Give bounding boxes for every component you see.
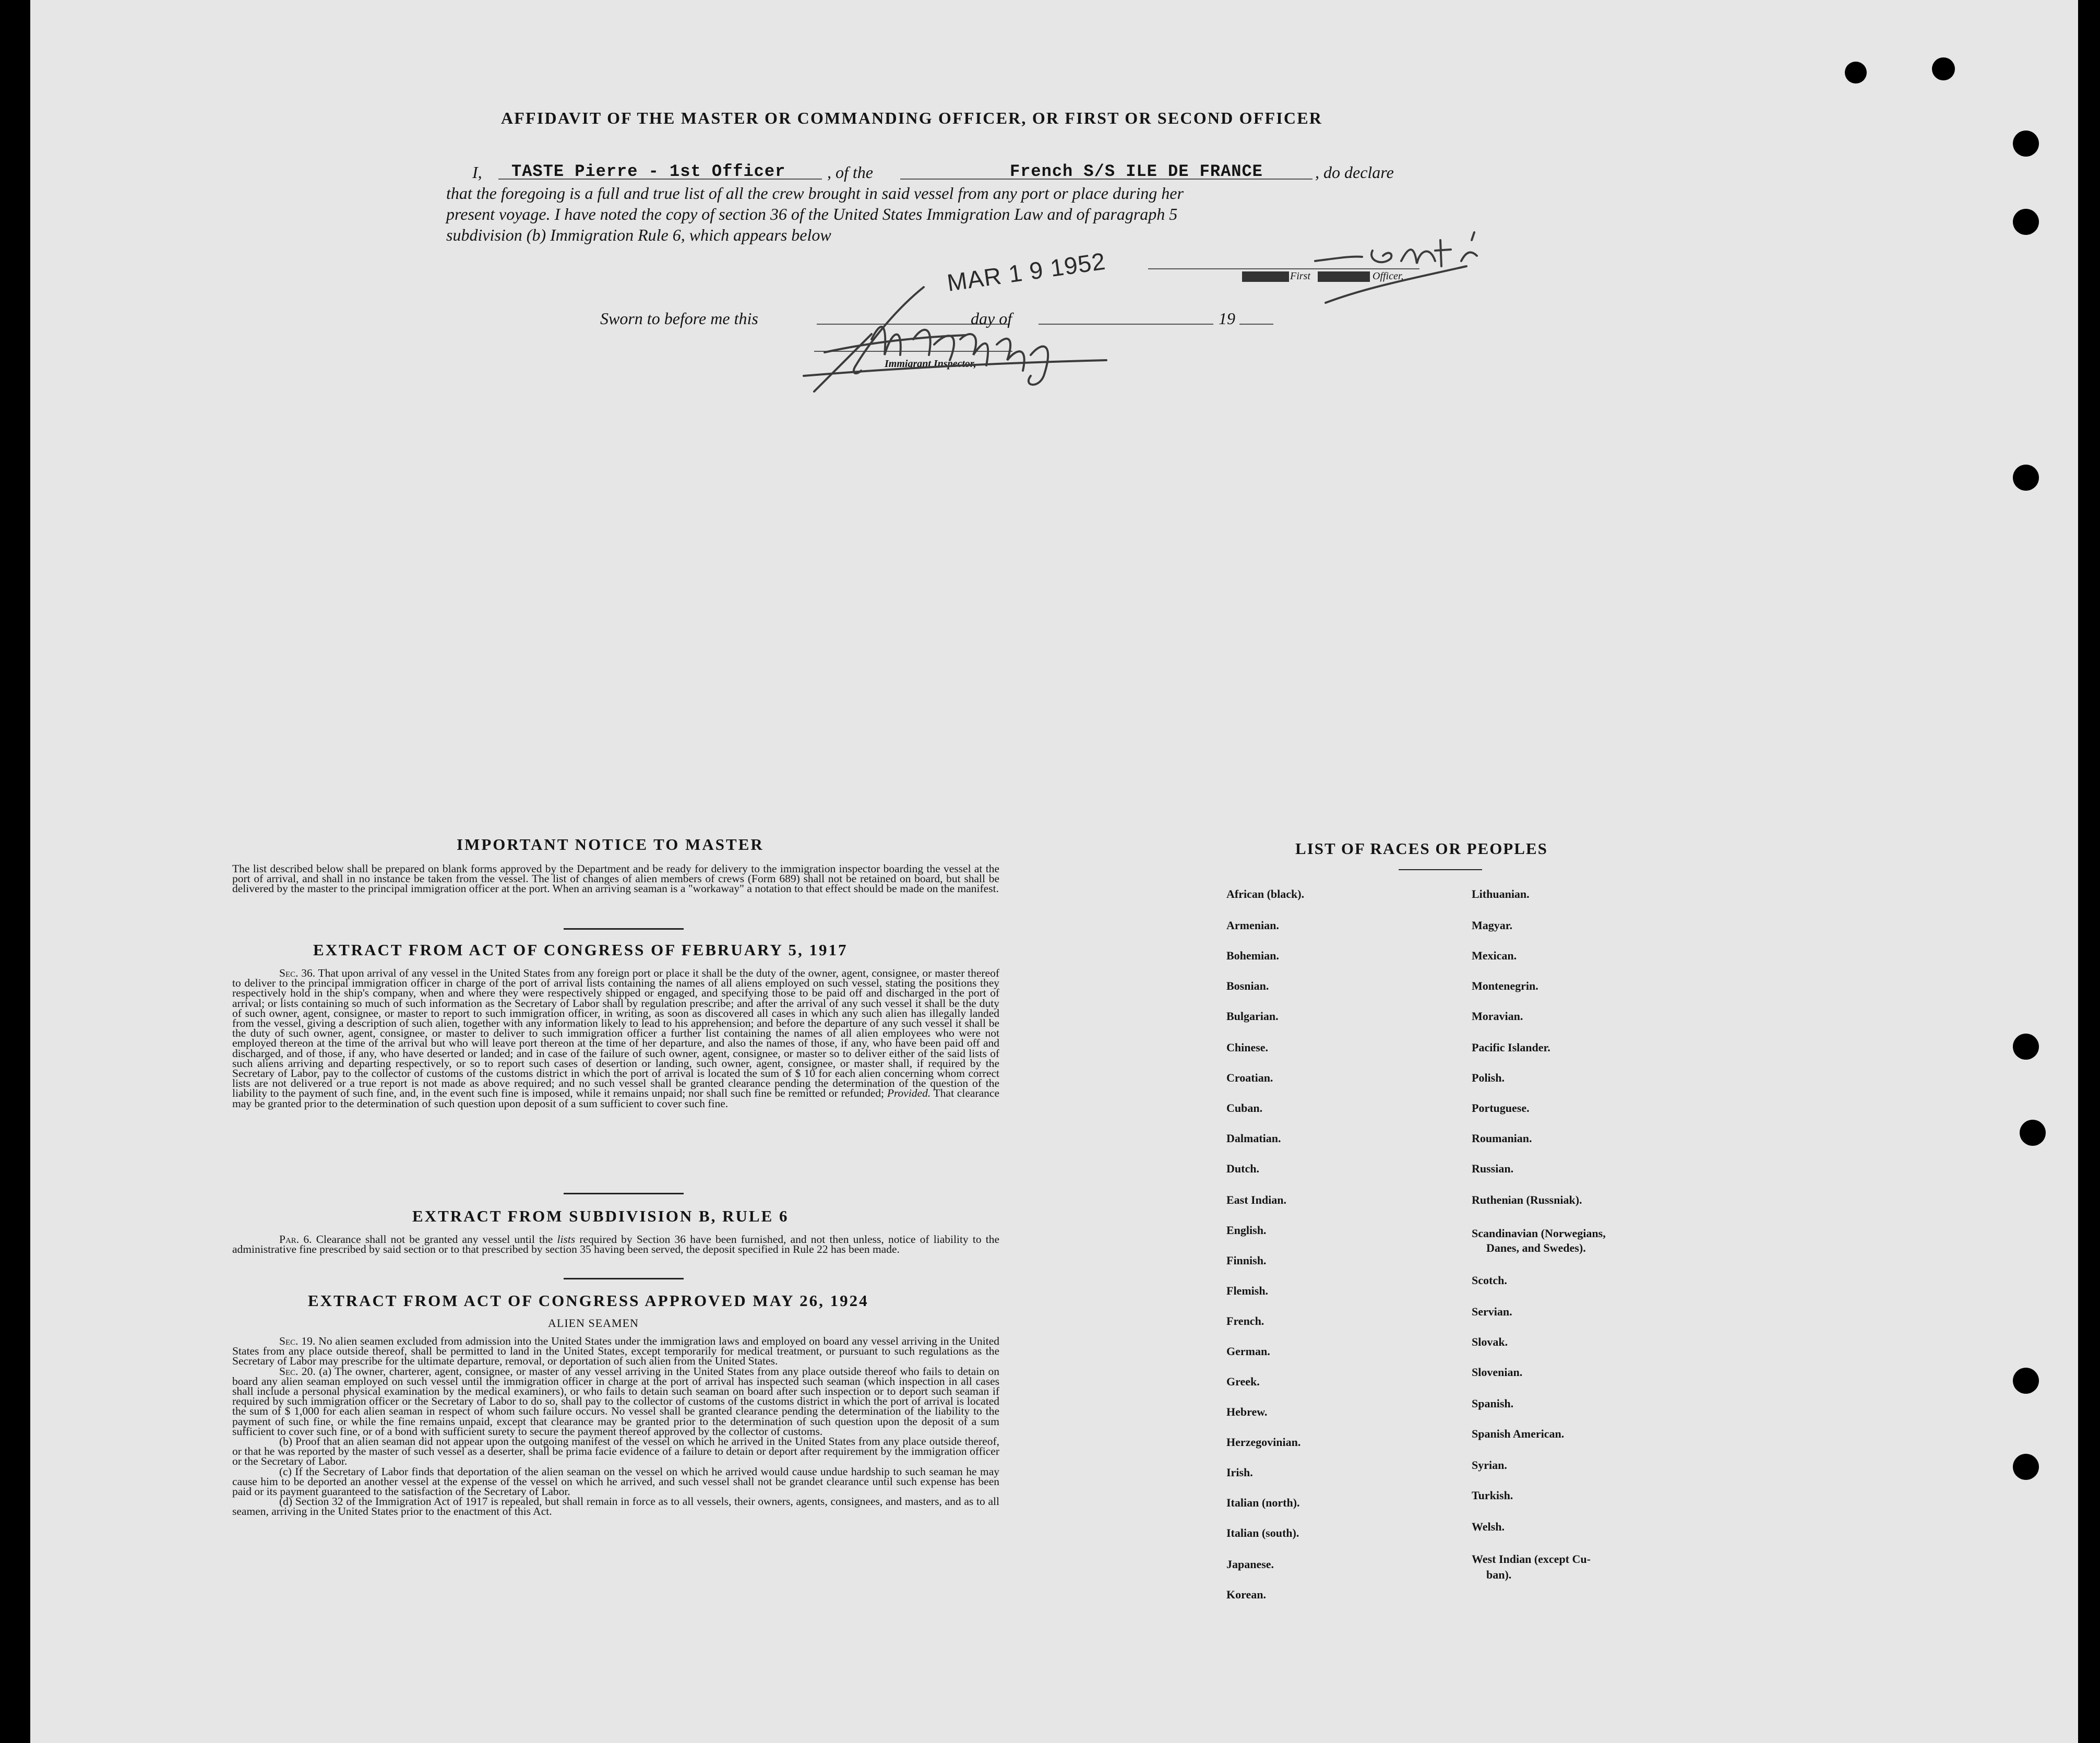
race-list-item: Slovak. — [1472, 1335, 1508, 1348]
notice-title: IMPORTANT NOTICE TO MASTER — [457, 835, 764, 853]
race-list-item: Magyar. — [1472, 919, 1513, 932]
race-list-item: Danes, and Swedes). — [1486, 1241, 1586, 1254]
race-list-item: Polish. — [1472, 1071, 1505, 1084]
race-list-item: Ruthenian (Russniak). — [1472, 1193, 1582, 1206]
vessel-name-typed: French S/S ILE DE FRANCE — [1010, 162, 1263, 181]
first-label: First — [1290, 270, 1310, 282]
race-list-item: Portuguese. — [1472, 1101, 1530, 1114]
race-list-item: Welsh. — [1472, 1520, 1505, 1533]
of-the-text: , of the — [827, 163, 873, 182]
year-prefix: 19 — [1219, 309, 1235, 328]
race-list-item: Roumanian. — [1472, 1132, 1532, 1145]
race-list-item: African (black). — [1226, 887, 1305, 900]
divider — [1399, 869, 1482, 870]
race-list-item: Servian. — [1472, 1305, 1512, 1318]
affidavit-heading: AFFIDAVIT OF THE MASTER OR COMMANDING OFFICER, OR FIRST OR SECOND OFFICER — [501, 109, 1323, 127]
race-list-item: Pacific Islander. — [1472, 1041, 1550, 1054]
race-list-item: Scotch. — [1472, 1274, 1507, 1287]
sec20b-text: (b) Proof that an alien seaman did not appear upon the outgoing manifest of the vessel on which he arrived in the United States from any place outside thereof, or that he was reported by the master of such vessel as a deserter, shall be prima facie evidence of a failure to detain or deport after requirement by the immigration officer or the Secretary of Labor. — [232, 1435, 999, 1468]
race-list-item: Mexican. — [1472, 949, 1517, 962]
do-declare-text: , do declare — [1315, 163, 1394, 182]
affidavit-line-1 — [472, 163, 482, 182]
section-text: That upon arrival of any vessel in the United States from any foreign port or place it shall be the duty of the owner, agent, consignee, or master thereof to deliver to the principal immigration officer in charge of the port of arrival lists containing the names of all aliens employed on such vessel, stating the positions they respectively hold in the ship's company, when and where they were respectively shipped or engaged, and specifying those to be paid off and discharged in the port of arrival; or lists containing so much of such information as the Secretary of Labor shall by regulation prescribe; and after the arrival of any such vessel it shall be the duty of such owner, agent, consignee, or master to report to such immigration officer, in writing, as soon as discovered all cases in which any such alien has illegally landed from the vessel, giving a description of such alien, together with any information likely to lead to his apprehension; and before the departure of any such vessel it shall be the duty of such owner, agent, consignee, or master to deliver to such immigration officer a further list containing the names of all alien employees who were not employed thereon at the time of the arrival but who will leave port thereon at the time of her departure, and also the names of those, if any, who have been paid off and discharged, and of those, if any, who have deserted or landed; and in case of the failure of such owner, agent, consignee, or master so to deliver either of the said lists of such aliens arriving and departing respectively, or so to report such cases of desertion or landing, such owner, agent, consignee, or master shall, if required by the Secretary of Labor, pay to the collector of customs of the customs district in which the port of arrival is located the sum of $ 10 for each alien concerning whom correct lists are not delivered or a true report is not made as above required; and no such vessel shall be granted clearance pending the determination of the question of the liability to the payment of such fine, and, in the event such fine is imposed, while it remains unpaid; nor shall such fine be remitted or refunded; — [232, 967, 999, 1100]
day-of-text: day of — [971, 309, 1012, 328]
rule6-text-before: Clearance shall not be granted any vessel until the — [316, 1233, 553, 1246]
race-list-item: Bohemian. — [1226, 949, 1279, 962]
races-title: LIST OF RACES OR PEOPLES — [1295, 839, 1548, 858]
officer-name-typed: TASTE Pierre - 1st Officer — [511, 162, 786, 181]
extract-1917-title: EXTRACT FROM ACT OF CONGRESS OF FEBRUARY 5, 1917 — [313, 941, 848, 959]
punch-hole — [2020, 1120, 2046, 1146]
sec20d-text: (d) Section 32 of the Immigration Act of 1917 is repealed, but shall remain in force as to all vessels, their owners, agents, consignees, and masters, and as to all seamen, arriving in the United States prior to the enactment of this Act. — [232, 1495, 999, 1518]
race-list-item: Dutch. — [1226, 1162, 1259, 1175]
sworn-year-line — [1239, 324, 1273, 325]
pronoun-text: I, — [472, 163, 482, 182]
sec19-paragraph — [232, 1336, 999, 1367]
notice-paragraph: The list described below shall be prepared on blank forms approved by the Department and be ready for delivery to the immigration inspector boarding the vessel at the port of arrival, and shall in no instance be taken from the vessel. The list of changes of alien members of crews (Form 689) shall not be retained on board, but shall be delivered by the master to the principal immigration officer at the port. When an arriving seaman is a "workaway" a notation to that effect should be made on the manifest. — [232, 862, 999, 895]
date-stamp: MAR 1 9 1952 — [945, 247, 1107, 297]
race-list-item: Bosnian. — [1226, 979, 1269, 992]
sec20c-text: (c) If the Secretary of Labor finds that deportation of the alien seaman on the vessel on which he arrived would cause undue hardship to such seaman he may cause him to be deported an another vessel at the expense of the vessel on which he arrived, and such vessel shall not be grandet clearance until such expense has been paid or its payment guaranteed to the satisfaction of the Secretary of Labor. — [232, 1465, 999, 1498]
punch-hole — [2013, 1034, 2039, 1060]
race-list-item: Syrian. — [1472, 1459, 1507, 1472]
race-list-item: English. — [1226, 1224, 1267, 1237]
sworn-text: Sworn to before me this — [600, 309, 758, 328]
race-list-item: Bulgarian. — [1226, 1010, 1279, 1023]
divider — [564, 928, 684, 930]
inspector-label: Immigrant Inspector, — [885, 358, 976, 370]
section-label: Sec. 20. — [279, 1365, 316, 1378]
section-label: Sec. 36. — [279, 967, 316, 979]
race-list-item: French. — [1226, 1314, 1264, 1327]
race-list-item: Turkish. — [1472, 1489, 1513, 1502]
race-list-item: Greek. — [1226, 1375, 1260, 1388]
race-list-item: German. — [1226, 1345, 1270, 1358]
sec19-text: No alien seamen excluded from admission into the United States under the immigration laws and employed on board any vessel arriving in the United States from any place outside thereof, shall be permitted to land in the United States, except temporarily for medical treatment, or pursuant to such regulations as the Secretary of Labor may prescribe for the ultimate departure, removal, or deportation of such alien from the United States. — [232, 1335, 999, 1368]
race-list-item: Spanish American. — [1472, 1427, 1565, 1440]
race-list-item: Italian (south). — [1226, 1526, 1299, 1539]
punch-hole — [1845, 62, 1867, 84]
lists-word: lists — [557, 1233, 576, 1246]
officer-label: Officer, — [1373, 270, 1404, 282]
affidavit-line-4: subdivision (b) Immigration Rule 6, which appears below — [446, 226, 831, 244]
proviso-text: That clearance may be granted prior to the determination of such question upon deposit of a sum sufficient to cover such fine. — [232, 1087, 999, 1110]
race-list-item: Montenegrin. — [1472, 979, 1538, 992]
race-list-item: Irish. — [1226, 1466, 1253, 1479]
race-list-item: Flemish. — [1226, 1284, 1269, 1297]
race-list-item: Lithuanian. — [1472, 887, 1530, 900]
race-list-item: Hebrew. — [1226, 1405, 1268, 1418]
affidavit-line-2: that the foregoing is a full and true list of all the crew brought in said vessel from any port or place during her — [446, 184, 1184, 203]
divider — [564, 1278, 684, 1279]
extract-1924-title: EXTRACT FROM ACT OF CONGRESS APPROVED MAY 26, 1924 — [308, 1291, 869, 1310]
section-label: Sec. 19. — [279, 1335, 316, 1347]
sec20a-text: (a) The owner, charterer, agent, consignee, or master of any vessel arriving in the United States from any place outside thereof who fails to detain on board any alien seaman employed on such vessel until the immigration officer in charge at the port of arrival has inspected such seaman (which inspection in all cases shall include a personal physical examination by the medical examiners), or who fails to detain such seaman on board after such inspection or to deport such seaman if required by such immigration officer or the Secretary of Labor to do so, shall pay to the collector of customs of the customs district in which the port of arrival is located the sum of $ 1,000 for each alien seaman in respect of whom such failure occurs. No vessel shall be granted clearance pending the determination of the liability to the payment of such fine, or while the fine remains unpaid, except that clearance may be granted prior to the determination of such question upon the deposit of a sum sufficient to cover such fine, or of a bond with sufficient surety to secure the payment thereof approved by the collector of customs. — [232, 1365, 999, 1438]
punch-hole — [2013, 465, 2039, 491]
extract-rule6-title: EXTRACT FROM SUBDIVISION B, RULE 6 — [412, 1207, 789, 1225]
redaction-mark — [1242, 271, 1289, 282]
punch-hole — [2013, 1454, 2039, 1480]
race-list-item: West Indian (except Cu- — [1472, 1552, 1591, 1566]
punch-hole — [2013, 131, 2039, 157]
race-list-item: Spanish. — [1472, 1397, 1514, 1410]
paragraph-label: Par. 6. — [279, 1233, 312, 1246]
race-list-item: East Indian. — [1226, 1193, 1286, 1206]
race-list-item: Moravian. — [1472, 1010, 1523, 1023]
race-list-item: Croatian. — [1226, 1071, 1273, 1084]
race-list-item: ban). — [1486, 1568, 1512, 1581]
race-list-item: Scandinavian (Norwegians, — [1472, 1227, 1606, 1240]
race-list-item: Herzegovinian. — [1226, 1436, 1301, 1449]
rule6-text-after: required by Section 36 have been furnished, and not then unless, notice of liability to the administrative fine prescribed by said section or to that prescribed by section 35 having been served, the deposit specified in Rule 22 has been made. — [232, 1233, 1000, 1256]
race-list-item: Russian. — [1472, 1162, 1514, 1175]
punch-hole — [2013, 209, 2039, 235]
race-list-item: Armenian. — [1226, 919, 1279, 932]
race-list-item: Chinese. — [1226, 1041, 1269, 1054]
extract-1924-text — [232, 1336, 999, 1517]
race-list-item: Korean. — [1226, 1588, 1266, 1601]
divider — [564, 1193, 684, 1194]
alien-seamen-subtitle: ALIEN SEAMEN — [548, 1317, 639, 1330]
race-list-item: Dalmatian. — [1226, 1132, 1281, 1145]
extract-1917-text — [232, 968, 999, 1109]
affidavit-line-3: present voyage. I have noted the copy of section 36 of the United States Immigration Law and of paragraph 5 — [446, 205, 1178, 223]
punch-hole — [1932, 57, 1955, 80]
race-list-item: Japanese. — [1226, 1558, 1274, 1571]
race-list-item: Italian (north). — [1226, 1496, 1300, 1509]
race-list-item: Slovenian. — [1472, 1366, 1523, 1379]
sec20a-paragraph — [232, 1367, 999, 1437]
race-list-item: Cuban. — [1226, 1101, 1263, 1114]
officer-signature — [1305, 230, 1482, 318]
vessel-name-line — [900, 179, 1312, 180]
officer-name-line — [498, 179, 822, 180]
inspector-signature — [793, 277, 1117, 397]
proviso-label: Provided. — [887, 1087, 931, 1100]
punch-hole — [2013, 1368, 2039, 1394]
race-list-item: Finnish. — [1226, 1254, 1267, 1267]
extract-rule6-text — [232, 1235, 999, 1254]
